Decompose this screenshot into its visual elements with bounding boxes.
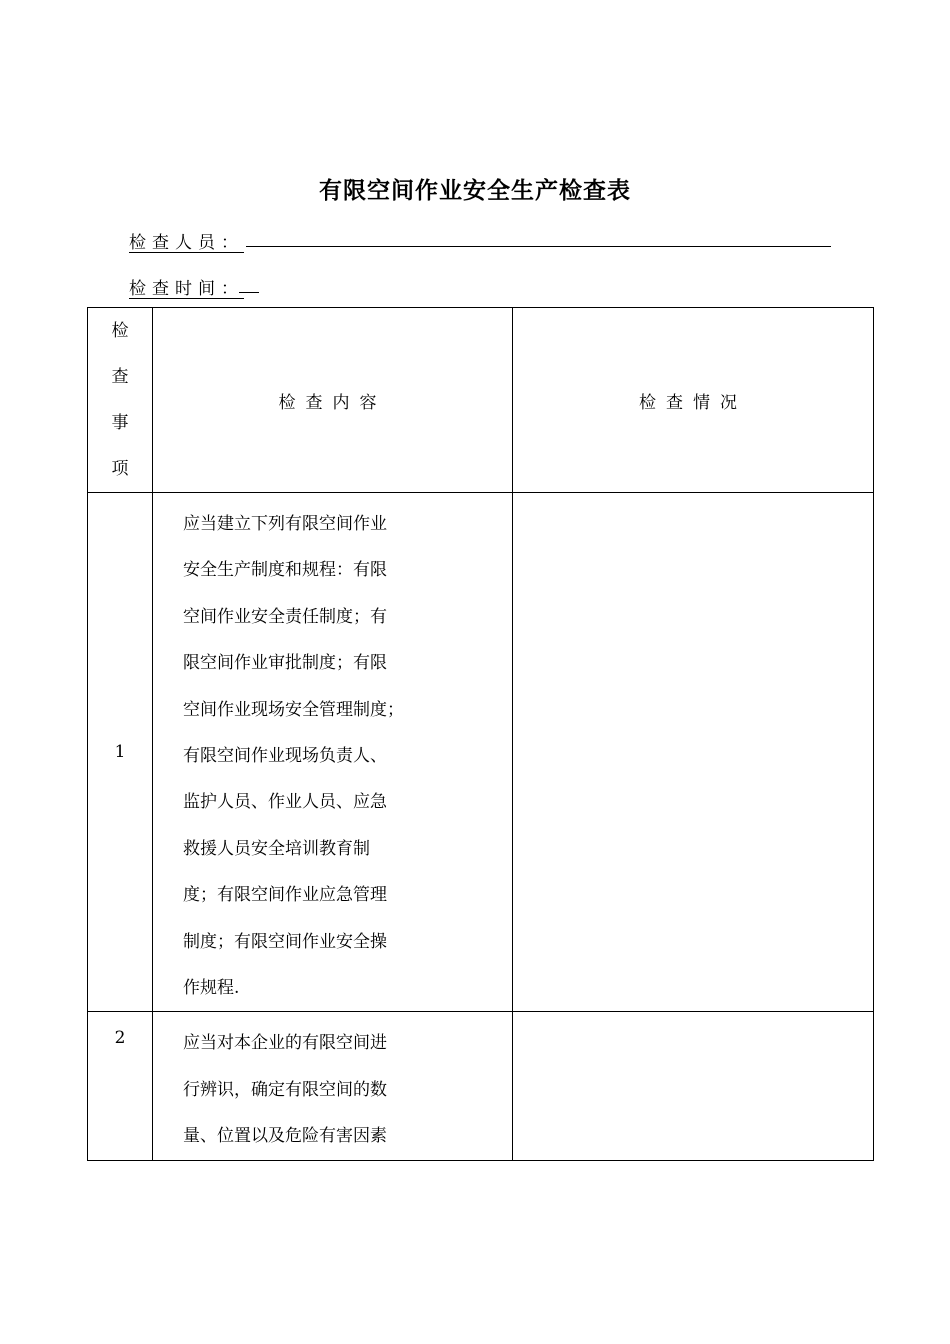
header-content-cell: 检查内容 bbox=[153, 308, 513, 493]
header-item-char: 查 bbox=[111, 367, 129, 387]
row-number: 1 bbox=[88, 493, 153, 1012]
table-header-row bbox=[88, 308, 874, 493]
content-line: 安全生产制度和规程：有限 bbox=[183, 560, 387, 581]
content-line: 度；有限空间作业应急管理 bbox=[183, 885, 387, 906]
row-number: 2 bbox=[88, 1012, 153, 1160]
header-item-char: 检 bbox=[111, 321, 129, 341]
content-line: 应当对本企业的有限空间进 bbox=[183, 1033, 387, 1054]
content-line: 空间作业现场安全管理制度； bbox=[183, 699, 404, 720]
row-content bbox=[153, 493, 513, 1012]
inspection-table bbox=[87, 307, 874, 1161]
inspect-time-label: 检查时间： bbox=[129, 279, 244, 299]
content-line: 应当建立下列有限空间作业 bbox=[183, 514, 387, 534]
content-line: 作规程. bbox=[183, 978, 240, 999]
content-line: 量、位置以及危险有害因素 bbox=[183, 1126, 387, 1147]
header-item-char: 项 bbox=[111, 459, 129, 479]
content-line: 救援人员安全培训教育制 bbox=[183, 838, 370, 859]
content-line: 行辨识，确定有限空间的数 bbox=[183, 1079, 387, 1100]
content-line: 制度；有限空间作业安全操 bbox=[183, 931, 387, 952]
inspect-time-fill-line[interactable] bbox=[239, 292, 259, 293]
inspector-label: 检查人员： bbox=[129, 233, 244, 253]
header-item-cell bbox=[88, 308, 153, 493]
header-item-char: 事 bbox=[111, 413, 129, 433]
content-line: 有限空间作业现场负责人、 bbox=[183, 746, 387, 767]
header-status-cell: 检查情况 bbox=[513, 308, 874, 493]
content-line: 监护人员、作业人员、应急 bbox=[183, 792, 387, 813]
inspector-fill-line[interactable] bbox=[246, 246, 831, 247]
document-title: 有限空间作业安全生产检查表 bbox=[319, 178, 631, 204]
row-content bbox=[153, 1012, 513, 1160]
table-row bbox=[88, 1012, 874, 1160]
table-row bbox=[88, 493, 874, 1012]
content-line: 限空间作业审批制度；有限 bbox=[183, 653, 387, 674]
content-line: 空间作业安全责任制度；有 bbox=[183, 606, 387, 627]
row-status-cell[interactable] bbox=[513, 493, 874, 1012]
row-status-cell[interactable] bbox=[513, 1012, 874, 1160]
